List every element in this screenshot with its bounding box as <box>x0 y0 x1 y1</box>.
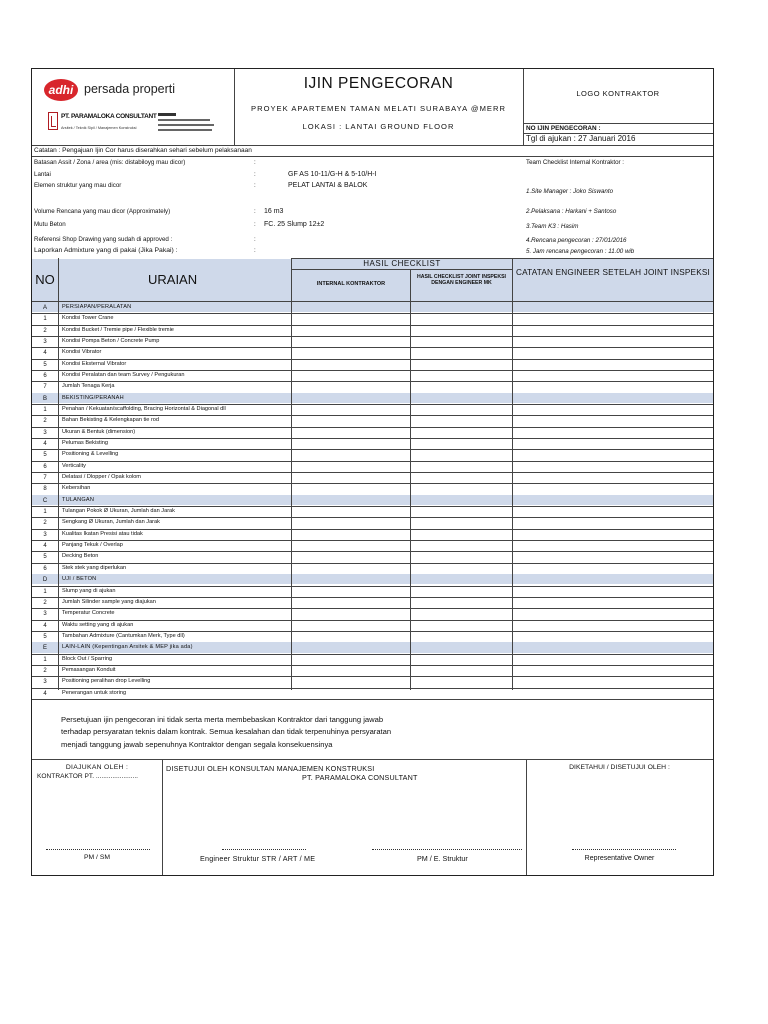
joint-check-cell[interactable] <box>411 620 512 630</box>
checklist-item: Penerangan untuk storing <box>62 689 127 696</box>
internal-check-cell[interactable] <box>292 461 410 471</box>
casting-plan-time: 5. Jam rencana pengecoran : 11.00 wib <box>526 248 635 255</box>
checklist-item: Slump yang di ajukan <box>62 587 116 594</box>
item-number: 5 <box>43 554 47 561</box>
submission-date: Tgl di ajukan : 27 Januari 2016 <box>526 134 636 143</box>
engineer-note-cell[interactable] <box>513 415 713 425</box>
checklist-item: Ukuran & Bentuk (dimension) <box>62 428 136 435</box>
engineer-note-cell[interactable] <box>513 597 713 607</box>
engineer-note-cell[interactable] <box>513 359 713 369</box>
joint-check-cell[interactable] <box>411 665 512 675</box>
checklist-item: Sengkang Ø Ukuran, Jumlah dan Jarak <box>62 519 160 526</box>
consultant-logo-text: PT. PARAMALOKA CONSULTANT <box>61 113 157 120</box>
engineer-note-cell[interactable] <box>513 506 713 516</box>
joint-check-cell[interactable] <box>411 597 512 607</box>
disclaimer-line-1: Persetujuan ijin pengecoran ini tidak serta merta membebaskan Kontraktor dari tanggung jawab <box>61 715 384 724</box>
joint-check-cell[interactable] <box>411 517 512 527</box>
joint-check-cell[interactable] <box>411 370 512 380</box>
internal-check-cell[interactable] <box>292 359 410 369</box>
approved-by-consultant: DISETUJUI OLEH KONSULTAN MANAJEMEN KONSTRUKSI <box>166 764 375 773</box>
engineer-note-cell[interactable] <box>513 688 713 698</box>
engineer-note-cell[interactable] <box>513 381 713 391</box>
contractor-company: KONTRAKTOR PT. ....................... <box>37 773 138 780</box>
representative-owner-label: Representative Owner <box>584 855 655 862</box>
checklist-item: Pemasangan Konduit <box>62 666 116 673</box>
checklist-item: Stek stek yang diperlukan <box>62 564 127 571</box>
pm-sm-label: PM / SM <box>83 854 111 861</box>
item-number: 3 <box>43 339 47 346</box>
engineer-note-cell[interactable] <box>513 586 713 596</box>
section-title: TULANGAN <box>62 496 95 503</box>
info-value-element: PELAT LANTAI & BALOK <box>288 182 368 189</box>
internal-check-cell[interactable] <box>292 483 410 493</box>
info-value-volume: 16 m3 <box>264 208 284 215</box>
team-member-3: 3.Team K3 : Hasim <box>526 223 579 230</box>
team-checklist-title: Team Checklist Internal Kontraktor : <box>526 159 625 166</box>
engineer-note-cell[interactable] <box>513 620 713 630</box>
checklist-item: Pelumas Bekisting <box>62 440 109 447</box>
info-sep-area: : <box>254 159 256 166</box>
item-number: 2 <box>43 599 47 606</box>
internal-check-cell[interactable] <box>292 676 410 686</box>
col-joint-header: HASIL CHECKLIST JOINT INSPEKSI DENGAN ENGINEER MK <box>417 274 506 286</box>
item-number: 3 <box>43 531 47 538</box>
joint-check-cell[interactable] <box>411 483 512 493</box>
checklist-item: Kondisi Bucket / Tremie pipe / Flexible tremie <box>62 326 174 333</box>
checklist-item: Block Out / Sparring <box>62 655 113 662</box>
item-number: 6 <box>43 463 47 470</box>
section-code: D <box>42 577 48 584</box>
checklist-item: Tambahan Admixture (Cantumkan Merk, Type dll) <box>62 632 185 639</box>
item-number: 1 <box>43 407 47 414</box>
col-no-header: NO <box>35 272 55 287</box>
info-sep-shopdrawing: : <box>254 236 256 243</box>
section-title: UJI / BETON <box>62 576 97 583</box>
pm-structure-label: PM / E. Struktur <box>417 854 468 863</box>
joint-check-cell[interactable] <box>411 347 512 357</box>
engineer-note-cell[interactable] <box>513 631 713 641</box>
consultant-logo-mark <box>48 112 58 130</box>
joint-check-cell[interactable] <box>411 325 512 335</box>
info-label-quality: Mutu Beton <box>34 221 66 228</box>
item-number: 1 <box>43 316 47 323</box>
engineer-note-cell[interactable] <box>513 665 713 675</box>
internal-check-cell[interactable] <box>292 551 410 561</box>
internal-check-cell[interactable] <box>292 404 410 414</box>
signature-line-pm-sm[interactable] <box>46 849 150 850</box>
item-number: 6 <box>43 565 47 572</box>
engineer-note-cell[interactable] <box>513 404 713 414</box>
item-number: 2 <box>43 327 47 334</box>
internal-check-cell[interactable] <box>292 325 410 335</box>
engineer-note-cell[interactable] <box>513 427 713 437</box>
internal-check-cell[interactable] <box>292 381 410 391</box>
internal-check-cell[interactable] <box>292 608 410 618</box>
section-row-bg <box>32 393 713 403</box>
joint-check-cell[interactable] <box>411 359 512 369</box>
submitted-by-label: DIAJUKAN OLEH : <box>65 764 129 771</box>
internal-check-cell[interactable] <box>292 427 410 437</box>
section-code: E <box>42 645 47 652</box>
engineer-note-cell[interactable] <box>513 336 713 346</box>
engineer-note-cell[interactable] <box>513 449 713 459</box>
internal-check-cell[interactable] <box>292 472 410 482</box>
contractor-logo-placeholder: LOGO KONTRAKTOR <box>576 89 660 98</box>
known-by-label: DIKETAHUI / DISETUJUI OLEH : <box>569 764 670 771</box>
item-number: 1 <box>43 588 47 595</box>
engineer-note-cell[interactable] <box>513 529 713 539</box>
checklist-item: Tulangan Pokok Ø Ukuran, Jumlah dan Jarak <box>62 508 175 515</box>
item-number: 7 <box>43 384 47 391</box>
checklist-item: Verticality <box>62 462 86 469</box>
joint-check-cell[interactable] <box>411 404 512 414</box>
engineer-note-cell[interactable] <box>513 654 713 664</box>
internal-check-cell[interactable] <box>292 517 410 527</box>
internal-check-cell[interactable] <box>292 415 410 425</box>
signature-line-engineer[interactable] <box>222 849 306 850</box>
engineer-note-cell[interactable] <box>513 313 713 323</box>
engineer-note-cell[interactable] <box>513 540 713 550</box>
checklist-item: Delatasi / Dlopper / Opak kolom <box>62 474 141 481</box>
internal-check-cell[interactable] <box>292 449 410 459</box>
section-title: LAIN-LAIN (Kepentingan Arsitek & MEP jika ada) <box>62 644 193 651</box>
section-row-bg <box>32 574 713 584</box>
checklist-item: Positioning peralihan drop Levelling <box>62 678 151 685</box>
col-uraian-header: URAIAN <box>148 272 198 287</box>
checklist-item: Positioning & Levelling <box>62 451 119 458</box>
disclaimer-line-3: menjadi tanggung jawab sepenuhnya Kontraktor dengan segala konsekuensinya <box>61 740 333 749</box>
joint-check-cell[interactable] <box>411 608 512 618</box>
location: LOKASI : LANTAI GROUND FLOOR <box>302 122 455 131</box>
internal-check-cell[interactable] <box>292 688 410 698</box>
internal-check-cell[interactable] <box>292 563 410 573</box>
item-number: 4 <box>43 441 47 448</box>
internal-check-cell[interactable] <box>292 313 410 323</box>
item-number: 2 <box>43 520 47 527</box>
info-sep-element: : <box>254 182 256 189</box>
joint-check-cell[interactable] <box>411 563 512 573</box>
item-number: 5 <box>43 633 47 640</box>
item-number: 1 <box>43 656 47 663</box>
item-number: 3 <box>43 429 47 436</box>
checklist-item: Temperatur Concrete <box>62 610 115 617</box>
internal-check-cell[interactable] <box>292 540 410 550</box>
engineer-note-cell[interactable] <box>513 461 713 471</box>
item-number: 4 <box>43 543 47 550</box>
info-label-admixture: Laporkan Admixture yang di pakai (Jika Pakai) : <box>34 247 178 254</box>
signature-line-owner[interactable] <box>572 849 676 850</box>
engineer-note-cell[interactable] <box>513 676 713 686</box>
checklist-item: Kondisi Tower Crane <box>62 315 114 322</box>
item-number: 3 <box>43 679 47 686</box>
engineer-note-cell[interactable] <box>513 551 713 561</box>
checklist-item: Kualitas Ikatan Presisi atau tidak <box>62 530 143 537</box>
signature-line-pm-struktur[interactable] <box>372 849 522 850</box>
joint-check-cell[interactable] <box>411 461 512 471</box>
engineer-structure-label: Engineer Struktur STR / ART / ME <box>200 854 316 863</box>
joint-check-cell[interactable] <box>411 676 512 686</box>
section-row-bg <box>32 495 713 505</box>
permit-number-label: NO IJIN PENGECORAN : <box>526 125 601 132</box>
info-sep-quality: : <box>254 221 256 228</box>
checklist-item: Panjang Tekuk / Overlap <box>62 542 123 549</box>
checklist-item: Waktu setting yang di ajukan <box>62 621 134 628</box>
info-sep-floor: : <box>254 171 256 178</box>
joint-check-cell[interactable] <box>411 529 512 539</box>
internal-check-cell[interactable] <box>292 586 410 596</box>
checklist-item: Kondisi Pompa Beton / Concrete Pump <box>62 338 160 345</box>
joint-check-cell[interactable] <box>411 654 512 664</box>
item-number: 4 <box>43 690 47 697</box>
info-sep-volume: : <box>254 208 256 215</box>
internal-check-cell[interactable] <box>292 631 410 641</box>
item-number: 5 <box>43 452 47 459</box>
joint-check-cell[interactable] <box>411 415 512 425</box>
info-sep-admixture: : <box>254 247 256 254</box>
engineer-note-cell[interactable] <box>513 472 713 482</box>
internal-check-cell[interactable] <box>292 620 410 630</box>
section-code: A <box>42 305 47 311</box>
row-divider <box>32 699 713 700</box>
col-hasil-header: HASIL CHECKLIST <box>363 259 441 268</box>
col-internal-header: INTERNAL KONTRAKTOR <box>316 281 386 287</box>
info-label-area: Batasan Assit / Zona / area (mis: distabiloyg mau dicor) <box>34 159 186 166</box>
checklist-item: Bahan Bekisting & Kelengkapan tie rod <box>62 417 160 424</box>
adhi-logo <box>44 79 78 101</box>
engineer-note-cell[interactable] <box>513 347 713 357</box>
checklist-item: Kebersihan <box>62 485 91 492</box>
engineer-note-cell[interactable] <box>513 325 713 335</box>
checklist-item: Kondisi Peralatan dan team Survey / Pengukuran <box>62 372 185 379</box>
checklist-item: Jumlah Silinder sample yang diajukan <box>62 598 156 605</box>
info-value-floor: GF AS 10-11/G-H & 5-10/H-I <box>288 171 377 178</box>
disclaimer-line-2: terhadap persyaratan teknis dalam kontrak. Semua kesalahan dan tidak terpenuhinya persyaratan <box>61 727 392 736</box>
joint-check-cell[interactable] <box>411 438 512 448</box>
engineer-note-cell[interactable] <box>513 517 713 527</box>
checklist-item: Decking Beton <box>62 553 99 560</box>
info-label-volume: Volume Rencana yang mau dicor (Approximately) <box>34 208 171 215</box>
form-title: IJIN PENGECORAN <box>303 75 454 92</box>
internal-check-cell[interactable] <box>292 438 410 448</box>
item-number: 1 <box>43 509 47 516</box>
joint-check-cell[interactable] <box>411 586 512 596</box>
info-label-shopdrawing: Referensi Shop Drawing yang sudah di approved : <box>34 236 173 243</box>
engineer-note-cell[interactable] <box>513 438 713 448</box>
item-number: 4 <box>43 350 47 357</box>
checklist-item: Jumlah Tenaga Kerja <box>62 383 115 390</box>
section-row-bg <box>32 302 713 312</box>
joint-check-cell[interactable] <box>411 427 512 437</box>
adhi-logo-text: adhi <box>48 83 74 97</box>
info-label-floor: Lantai <box>34 171 51 178</box>
joint-check-cell[interactable] <box>411 381 512 391</box>
item-number: 3 <box>43 611 47 618</box>
internal-check-cell[interactable] <box>292 370 410 380</box>
team-member-1: 1.Site Manager : Joko Siswanto <box>526 188 614 195</box>
joint-check-cell[interactable] <box>411 506 512 516</box>
section-title: PERSIAPAN/PERALATAN <box>62 304 132 310</box>
engineer-note-cell[interactable] <box>513 370 713 380</box>
internal-check-cell[interactable] <box>292 529 410 539</box>
internal-check-cell[interactable] <box>292 347 410 357</box>
internal-check-cell[interactable] <box>292 506 410 516</box>
item-number: 7 <box>43 475 47 482</box>
joint-check-cell[interactable] <box>411 688 512 698</box>
company-name: persada properti <box>84 82 176 96</box>
info-label-element: Elemen struktur yang mau dicor <box>34 182 122 189</box>
submission-note: Catatan : Pengajuan Ijin Cor harus diserahkan sehari sebelum pelaksanaan <box>34 147 252 154</box>
team-member-2: 2.Pelaksana : Harkani + Santoso <box>526 208 617 215</box>
joint-check-cell[interactable] <box>411 336 512 346</box>
ijin-pengecoran-form <box>31 68 714 876</box>
item-number: 8 <box>43 486 47 493</box>
engineer-note-cell[interactable] <box>513 563 713 573</box>
internal-check-cell[interactable] <box>292 597 410 607</box>
engineer-note-cell[interactable] <box>513 608 713 618</box>
item-number: 6 <box>43 373 47 380</box>
project-name: PROYEK APARTEMEN TAMAN MELATI SURABAYA @MERR <box>251 104 506 113</box>
internal-check-cell[interactable] <box>292 654 410 664</box>
internal-check-cell[interactable] <box>292 665 410 675</box>
checklist-item: Kondisi Vibrator <box>62 349 102 356</box>
joint-check-cell[interactable] <box>411 631 512 641</box>
engineer-note-cell[interactable] <box>513 483 713 493</box>
consultant-company: PT. PARAMALOKA CONSULTANT <box>302 773 418 782</box>
joint-check-cell[interactable] <box>411 551 512 561</box>
joint-check-cell[interactable] <box>411 472 512 482</box>
col-catatan-header: CATATAN ENGINEER SETELAH JOINT INSPEKSI <box>515 268 711 277</box>
joint-check-cell[interactable] <box>411 540 512 550</box>
internal-check-cell[interactable] <box>292 336 410 346</box>
item-number: 4 <box>43 622 47 629</box>
item-number: 2 <box>43 418 47 425</box>
info-value-quality: FC. 25 Slump 12±2 <box>264 221 325 228</box>
section-code: C <box>42 497 48 504</box>
casting-plan-date: 4.Rencana pengecoran : 27/01/2016 <box>526 237 627 244</box>
item-number: 5 <box>43 361 47 368</box>
consultant-address: Arsitek / Teknik Sipil / Manajemen Konstruksi <box>61 126 137 130</box>
section-code: B <box>42 395 47 402</box>
item-number: 2 <box>43 667 47 674</box>
joint-check-cell[interactable] <box>411 449 512 459</box>
consultant-contact-block <box>158 113 216 131</box>
section-title: BEKISTING/PERANAH <box>62 394 124 401</box>
joint-check-cell[interactable] <box>411 313 512 323</box>
checklist-item: Penahan / Kekuatan/scaffolding, Bracing Horizontal & Diagonal dll <box>62 406 226 413</box>
checklist-item: Kondisi Eksternal Vibrator <box>62 360 127 367</box>
